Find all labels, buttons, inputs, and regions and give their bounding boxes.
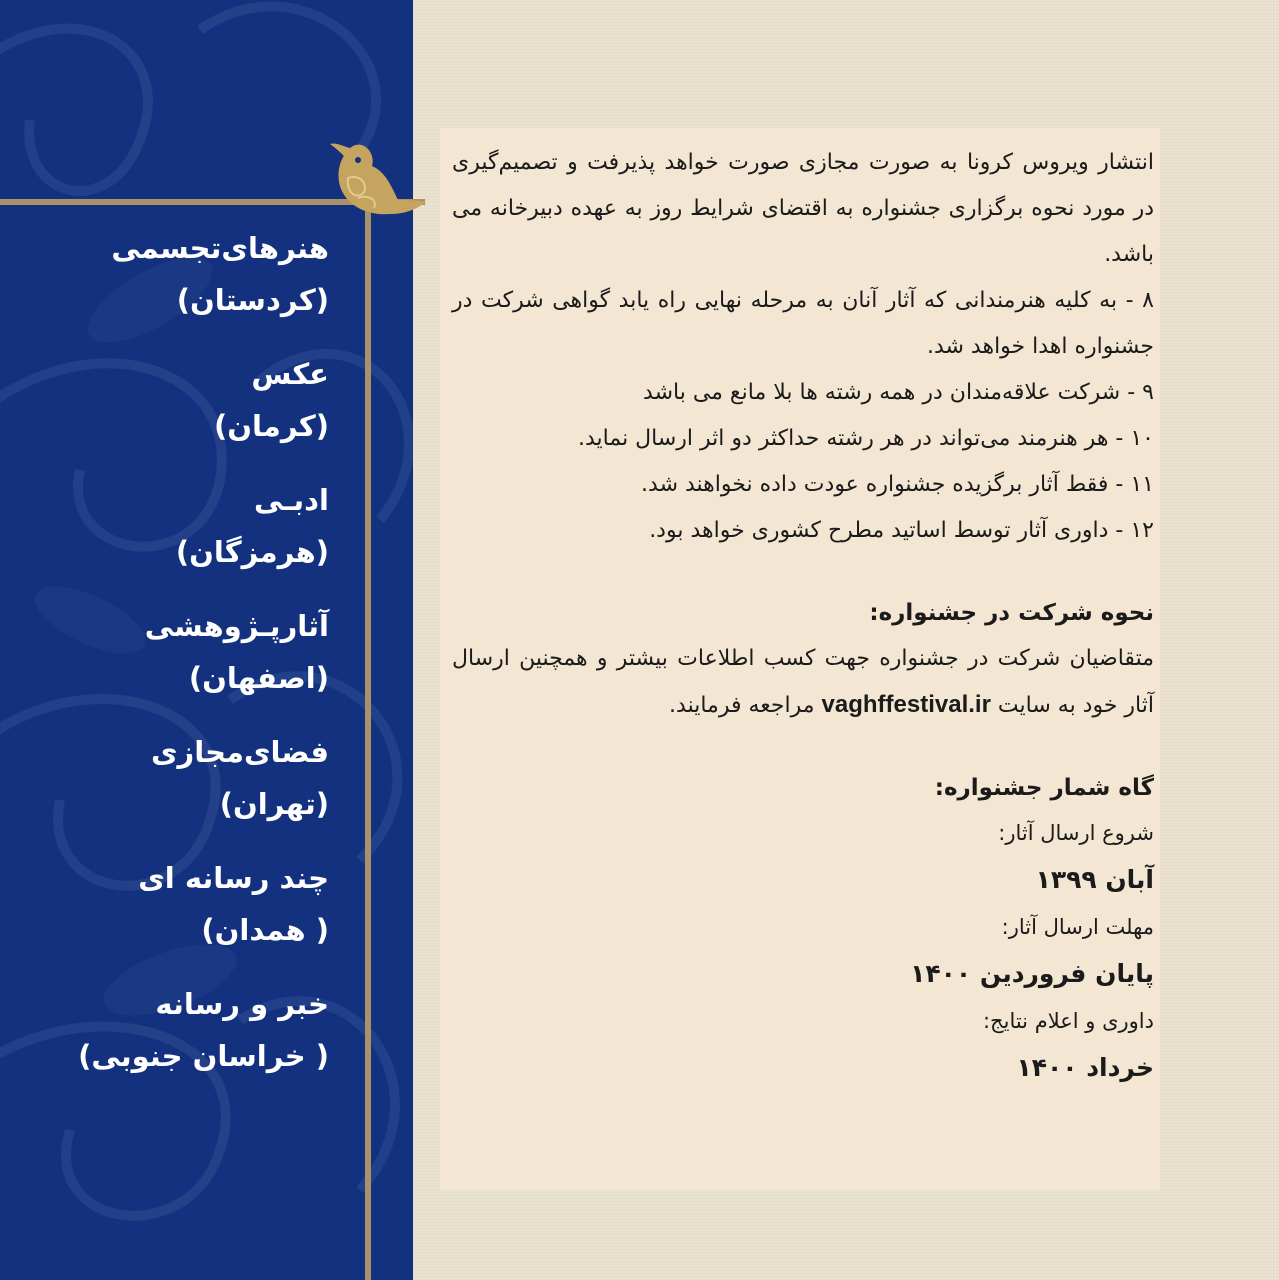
start-date: آبان ۱۳۹۹	[1035, 865, 1154, 894]
category-item	[9, 978, 329, 1104]
rule-12: ۱۲ - داوری آثار توسط اساتید مطرح کشوری خواهد بود.	[649, 518, 1154, 543]
rule-8: ۸ - به کلیه هنرمندانی که آثار آنان به مرحله نهایی راه یابد گواهی شرکت در جشنواره اهدا خواهد شد.	[452, 288, 1154, 359]
rule-9: ۹ - شرکت علاقه‌مندان در همه رشته ها بلا مانع می باشد	[643, 380, 1154, 405]
judging-label: داوری و اعلام نتایج:	[982, 1009, 1154, 1033]
category-item	[9, 474, 329, 600]
category-province: ( خراسان جنوبی)	[78, 1039, 329, 1073]
deadline-label: مهلت ارسال آثار:	[1001, 915, 1154, 939]
category-item	[9, 852, 329, 978]
participation-text	[452, 636, 1154, 729]
participation-text-before: متقاضیان شرکت در جشنواره جهت کسب اطلاعات بیشتر و همچنین ارسال آثار خود به سایت	[452, 646, 1154, 718]
category-province: (تهران)	[219, 787, 329, 821]
category-province: (اصفهان)	[188, 661, 329, 695]
category-name: فضای‌مجازی	[150, 735, 329, 769]
deadline-date: پایان فروردین ۱۴۰۰	[910, 959, 1154, 988]
participation-heading: نحوه شرکت در جشنواره:	[869, 600, 1154, 626]
categories-list	[9, 222, 329, 1104]
category-item	[9, 222, 329, 348]
category-name: چند رسانه ای	[138, 861, 329, 895]
timeline-heading: گاه شمار جشنواره:	[934, 775, 1154, 801]
festival-website-link[interactable]: vaghffestival.ir	[821, 691, 991, 718]
category-name: هنرهای‌تجسمی	[111, 231, 329, 265]
category-item	[9, 348, 329, 474]
judging-date: خرداد ۱۴۰۰	[1016, 1053, 1154, 1082]
gold-vertical-line	[365, 199, 371, 1280]
category-name: عکس	[251, 357, 329, 391]
category-item	[9, 726, 329, 852]
rule-intro: انتشار ویروس کرونا به صورت مجازی صورت خواهد پذیرفت و تصمیم‌گیری در مورد نحوه برگزاری جشنواره به اقتضای شرایط روز به عهده دبیرخانه می باشد.	[452, 150, 1154, 267]
ornamental-bird-icon	[328, 138, 428, 228]
main-text	[452, 140, 1154, 1093]
rule-11: ۱۱ - فقط آثار برگزیده جشنواره عودت داده نخواهند شد.	[641, 472, 1154, 497]
participation-text-after: مراجعه فرمایند.	[669, 693, 822, 718]
category-province: ( همدان)	[201, 913, 329, 947]
category-name: خبر و رسانه	[155, 987, 329, 1021]
category-province: (کردستان)	[176, 283, 329, 317]
category-name: آثارپـژوهشی	[144, 609, 329, 643]
rule-10: ۱۰ - هر هنرمند می‌تواند در هر رشته حداکثر دو اثر ارسال نماید.	[577, 426, 1154, 451]
category-province: (کرمان)	[213, 409, 329, 443]
category-item	[9, 600, 329, 726]
category-province: (هرمزگان)	[175, 535, 329, 569]
start-label: شروع ارسال آثار:	[998, 821, 1154, 845]
category-name: ادبـی	[254, 483, 329, 517]
